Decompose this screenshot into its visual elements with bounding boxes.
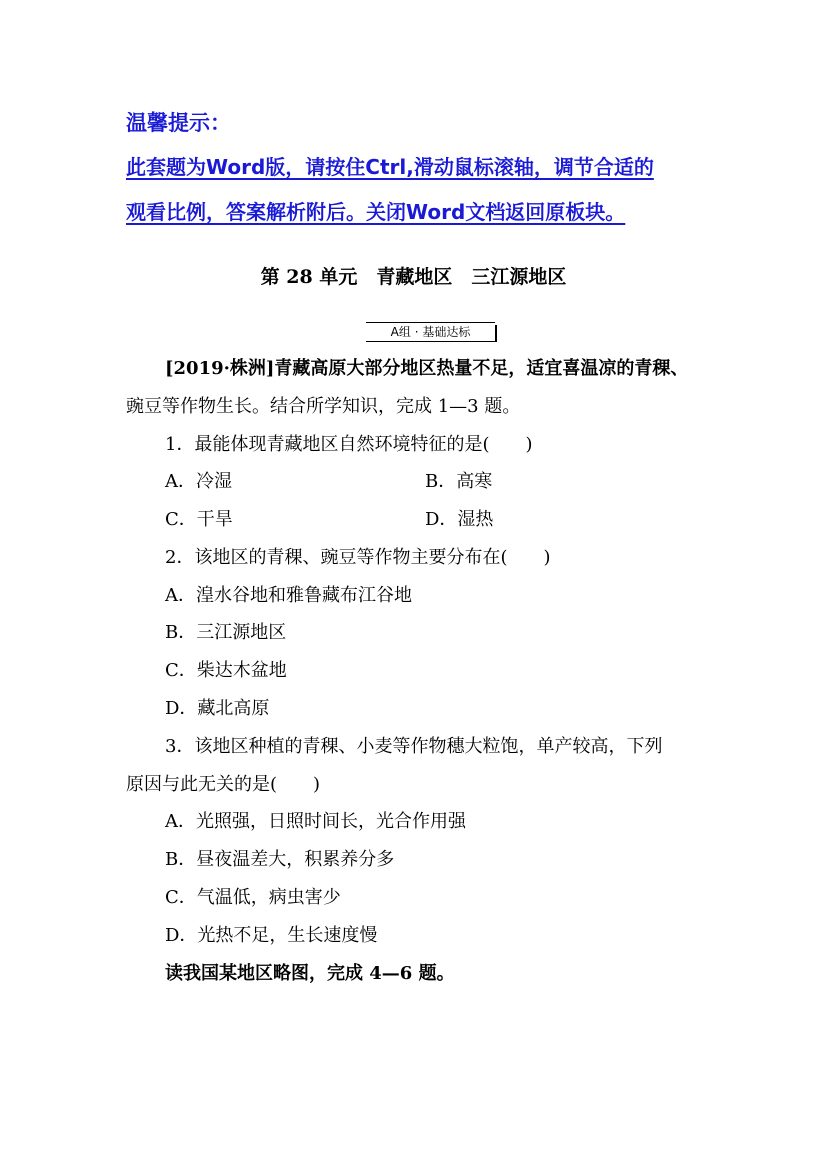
q2-stem: 2．该地区的青稞、豌豆等作物主要分布在( ) xyxy=(165,547,551,568)
q3-option-a: A．光照强，日照时间长，光合作用强 xyxy=(165,811,466,832)
intro-line-2: 豌豆等作物生长。结合所学知识，完成 1—3 题。 xyxy=(126,396,521,417)
intro-line-1: [2019·株洲]青藏高原大部分地区热量不足，适宜喜温凉的青稞、 xyxy=(165,358,689,379)
q2-option-c: C．柴达木盆地 xyxy=(165,660,287,681)
q3-option-b: B．昼夜温差大，积累养分多 xyxy=(165,849,395,870)
read-map-instruction: 读我国某地区略图，完成 4—6 题。 xyxy=(165,963,455,984)
q2-option-a: A．湟水谷地和雅鲁藏布江谷地 xyxy=(165,585,412,606)
q1-option-b: B．高寒 xyxy=(425,471,493,492)
q2-option-d: D．藏北高原 xyxy=(165,698,270,719)
q1-stem: 1．最能体现青藏地区自然环境特征的是( ) xyxy=(165,434,533,455)
tip-line-2[interactable]: 观看比例，答案解析附后。关闭Word文档返回原板块。 xyxy=(126,200,626,224)
q1-option-d: D．湿热 xyxy=(425,509,494,530)
q1-option-a: A．冷湿 xyxy=(165,471,232,492)
group-tag: A组 · 基础达标 xyxy=(366,322,495,342)
q3-stem-line-1: 3．该地区种植的青稞、小麦等作物穗大粒饱，单产较高，下列 xyxy=(165,736,663,757)
q2-option-b: B．三江源地区 xyxy=(165,622,287,643)
q1-option-c: C．干旱 xyxy=(165,509,233,530)
unit-title: 第 28 单元 青藏地区 三江源地区 xyxy=(260,266,567,288)
q3-option-d: D．光热不足，生长速度慢 xyxy=(165,925,378,946)
q3-option-c: C．气温低，病虫害少 xyxy=(165,887,341,908)
tip-line-1[interactable]: 此套题为Word版，请按住Ctrl,滑动鼠标滚轴，调节合适的 xyxy=(126,155,654,179)
q3-stem-line-2: 原因与此无关的是( ) xyxy=(126,774,321,795)
tip-title: 温馨提示： xyxy=(126,111,231,135)
